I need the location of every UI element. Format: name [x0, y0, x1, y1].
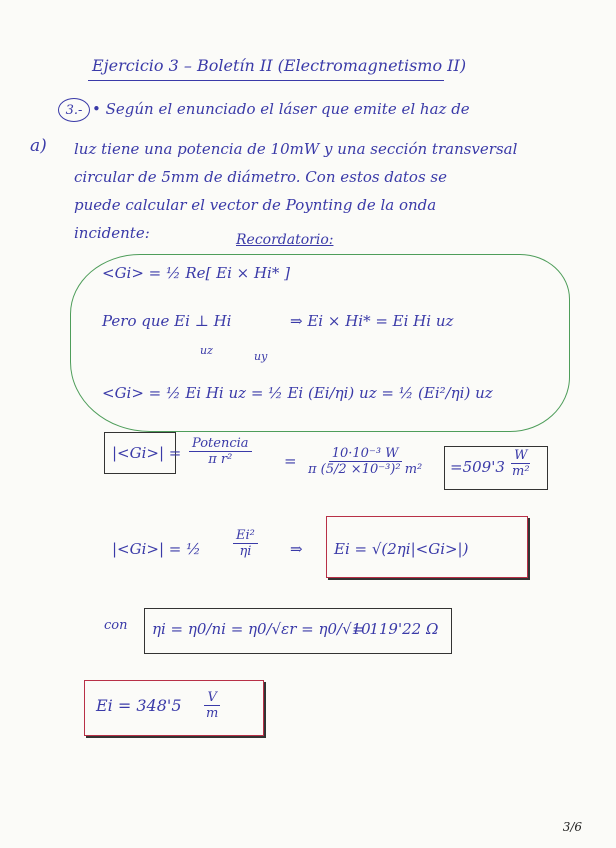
impedance-result: = 119'22 Ω: [352, 620, 439, 638]
reminder-eq-2-left: Pero que Ei ⊥ Hi: [102, 312, 232, 330]
impedance-prefix: con: [104, 618, 128, 633]
poynting-unit-num: W: [511, 448, 530, 464]
exercise-number: 3.-: [58, 98, 90, 122]
poynting-eq-sign: =: [284, 452, 297, 470]
poynting-frac-2: [302, 446, 428, 477]
poynting-frac-1: [186, 436, 255, 467]
intro-line-2: luz tiene una potencia de 10mW y una sección transversal: [74, 140, 518, 158]
intro-line-5: incidente:: [74, 224, 150, 242]
title-underline: [88, 80, 444, 81]
field-frac-num: Ei²: [233, 528, 258, 544]
impedance-expr: ηi = η0/ni = η0/√εr = η0/√10: [152, 620, 371, 638]
poynting-unit: [506, 448, 536, 479]
final-unit: [200, 690, 224, 721]
poynting-frac-2-num: 10·10⁻³ W: [329, 446, 402, 462]
poynting-frac-2-den: π (5/2 ×10⁻³)² m²: [308, 462, 423, 477]
field-frac-den: ηi: [239, 544, 252, 559]
field-arrow: ⇒: [290, 540, 303, 558]
poynting-result: =509'3: [450, 458, 505, 476]
poynting-unit-den: m²: [512, 464, 530, 479]
poynting-frac-1-num: Potencia: [189, 436, 252, 452]
poynting-lhs: |<Gi>| =: [112, 444, 182, 462]
reminder-eq-3: <Gi> = ½ Ei Hi uz = ½ Ei (Ei/ηi) uz = ½ (Ei²/ηi) uz: [102, 384, 493, 402]
final-unit-num: V: [204, 690, 219, 706]
intro-line-1: • Según el enunciado el láser que emite el haz de: [92, 100, 470, 118]
field-result: Ei = √(2ηi|<Gi>|): [334, 540, 469, 558]
intro-line-4: puede calcular el vector de Poynting de la onda: [74, 196, 437, 214]
reminder-under-h: uy: [254, 350, 268, 363]
page-title: Ejercicio 3 – Boletín II (Electromagnetismo II): [92, 56, 467, 75]
intro-line-3: circular de 5mm de diámetro. Con estos datos se: [74, 168, 447, 186]
poynting-frac-1-den: π r²: [208, 452, 233, 467]
reminder-under-e: uz: [200, 344, 213, 357]
reminder-eq-2-right: ⇒ Ei × Hi* = Ei Hi uz: [290, 312, 454, 330]
reminder-eq-1: <Gi> = ½ Re[ Ei × Hi* ]: [102, 264, 290, 282]
field-lhs: |<Gi>| = ½: [112, 540, 201, 558]
part-label: a): [30, 136, 47, 156]
final-unit-den: m: [206, 706, 219, 721]
field-frac: [230, 528, 261, 559]
final-lhs: Ei = 348'5: [96, 696, 182, 715]
remember-heading: Recordatorio:: [236, 232, 334, 248]
page-number: 3/6: [562, 820, 582, 834]
